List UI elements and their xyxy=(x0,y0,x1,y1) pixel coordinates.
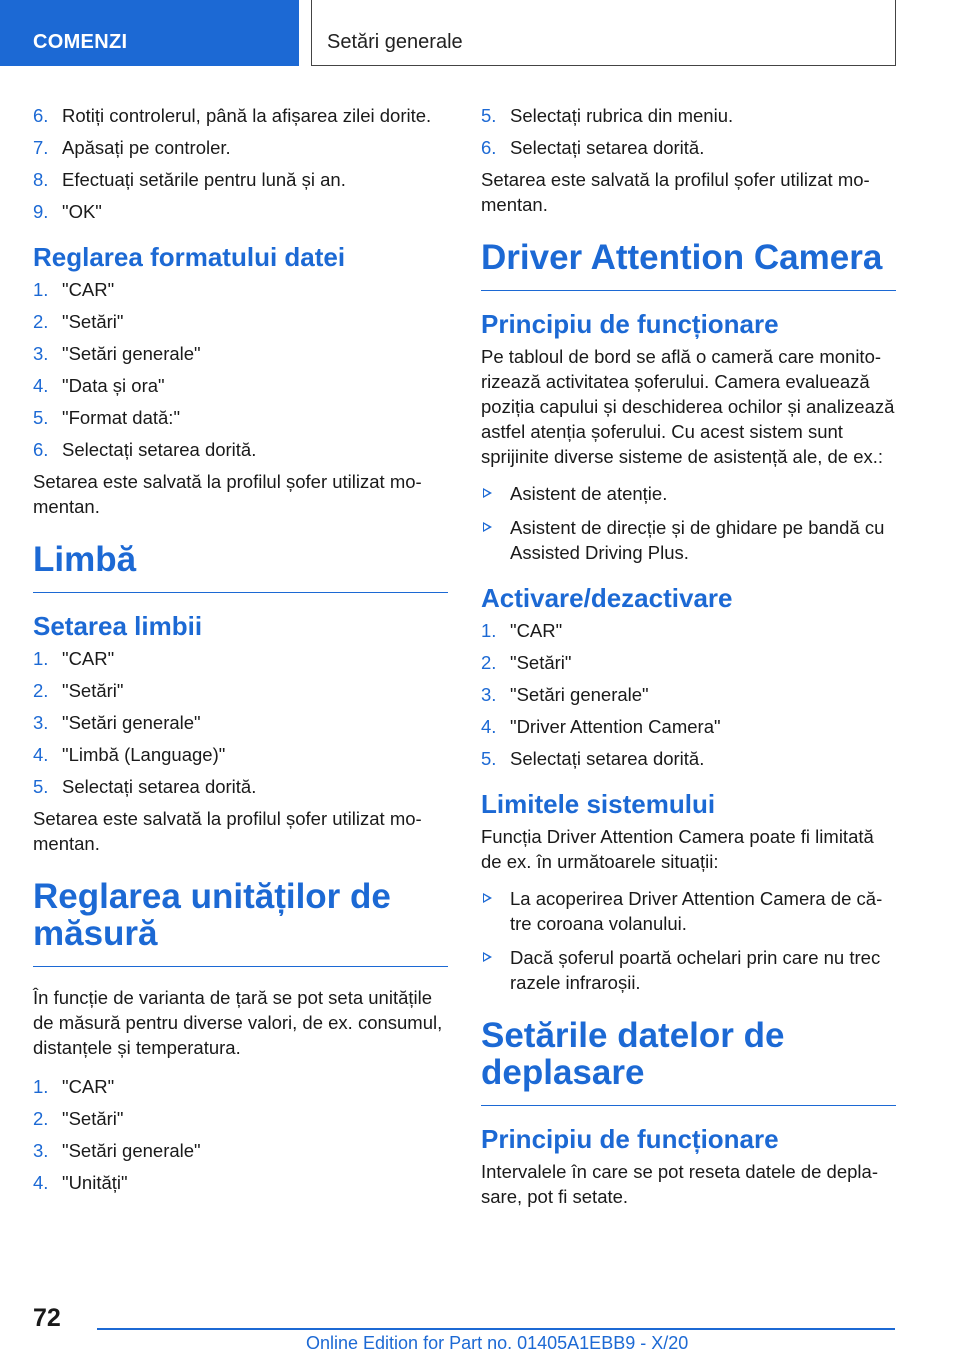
heading-driver-attention-camera: Driver Attention Camera xyxy=(481,239,896,291)
step-number: 4. xyxy=(33,375,49,396)
list-item xyxy=(481,481,896,506)
list-item xyxy=(33,678,448,703)
step-list xyxy=(33,646,448,799)
step-text: Rotiți controlerul, până la afișarea zilei dorite. xyxy=(62,105,432,126)
list-item xyxy=(33,277,448,302)
list-item xyxy=(33,1170,448,1195)
list-item xyxy=(481,618,896,643)
edition-note: Online Edition for Part no. 01405A1EBB9 - X/20 xyxy=(306,1333,689,1353)
step-text: Selectați setarea dorită. xyxy=(62,776,257,797)
list-item xyxy=(33,167,448,192)
trip-text: Intervalele în care se pot reseta datele de deplasare, pot fi setate. xyxy=(481,1161,878,1207)
step-number: 4. xyxy=(481,716,497,737)
step-number: 2. xyxy=(33,680,49,701)
step-number: 6. xyxy=(33,439,49,460)
heading-trip-data: Setările datelor de deplasare xyxy=(481,1017,896,1106)
step-number: 2. xyxy=(33,311,49,332)
footer-rule xyxy=(97,1328,895,1330)
list-item xyxy=(481,103,896,128)
limits-text: Funcția Driver Attention Camera poate fi limitată de ex. în următoarele situații: xyxy=(481,826,874,872)
list-item xyxy=(33,774,448,799)
step-text: "OK" xyxy=(62,201,102,222)
list-item xyxy=(33,1074,448,1099)
heading-set-language: Setarea limbii xyxy=(33,611,203,641)
step-text: "Setări generale" xyxy=(510,684,649,705)
step-text: "Format dată:" xyxy=(62,407,181,428)
step-text: "Limbă (Language)" xyxy=(62,744,226,765)
step-text: "Data și ora" xyxy=(62,375,165,396)
step-text: Selectați setarea dorită. xyxy=(62,439,257,460)
triangle-bullet-icon xyxy=(483,952,492,962)
step-text: "Setări generale" xyxy=(62,712,201,733)
step-number: 6. xyxy=(33,105,49,126)
page-number: 72 xyxy=(33,1304,61,1332)
list-item xyxy=(481,515,896,565)
step-number: 4. xyxy=(33,1172,49,1193)
step-text: "Setări" xyxy=(62,680,124,701)
list-item xyxy=(481,650,896,675)
list-item xyxy=(481,945,896,995)
list-item xyxy=(33,341,448,366)
step-number: 1. xyxy=(481,620,497,641)
list-item xyxy=(33,309,448,334)
heading-activate: Activare/dezactivare xyxy=(481,583,733,613)
step-number: 2. xyxy=(481,652,497,673)
step-number: 3. xyxy=(33,343,49,364)
triangle-bullet-icon xyxy=(483,522,492,532)
step-text: "Unități" xyxy=(62,1172,128,1193)
chapter-title: Setări generale xyxy=(311,0,896,66)
bullet-text: Dacă șoferul poartă ochelari prin care nu trec razele infraroșii. xyxy=(510,947,881,993)
list-item xyxy=(33,1106,448,1131)
units-intro: În funcție de varianta de țară se pot seta unitățile de măsură pentru diverse valori, de ex. consumul, distanțele și temperatura. xyxy=(33,987,443,1058)
list-item xyxy=(33,103,448,128)
step-text: "Setări" xyxy=(510,652,572,673)
step-text: "CAR" xyxy=(62,1076,115,1097)
heading-principle: Principiu de funcționare xyxy=(481,309,779,339)
step-number: 1. xyxy=(33,648,49,669)
step-number: 3. xyxy=(33,1140,49,1161)
bullet-list xyxy=(481,481,896,565)
step-number: 5. xyxy=(481,105,497,126)
step-text: "CAR" xyxy=(62,279,115,300)
step-number: 1. xyxy=(33,279,49,300)
list-item xyxy=(33,405,448,430)
step-list xyxy=(481,618,896,771)
step-number: 3. xyxy=(33,712,49,733)
step-number: 5. xyxy=(33,407,49,428)
list-item xyxy=(33,710,448,735)
list-item xyxy=(33,1138,448,1163)
heading-date-format: Reglarea formatului datei xyxy=(33,242,346,272)
step-list xyxy=(33,103,448,224)
step-number: 7. xyxy=(33,137,49,158)
list-item xyxy=(481,714,896,739)
list-item xyxy=(481,886,896,936)
list-item xyxy=(481,682,896,707)
step-text: "Setări generale" xyxy=(62,343,201,364)
step-number: 9. xyxy=(33,201,49,222)
right-column xyxy=(481,103,896,1215)
list-item xyxy=(33,742,448,767)
list-item xyxy=(33,135,448,160)
step-text: "CAR" xyxy=(510,620,563,641)
step-text: Selectați rubrica din meniu. xyxy=(510,105,734,126)
list-item xyxy=(481,746,896,771)
step-number: 5. xyxy=(33,776,49,797)
step-text: Apăsați pe controler. xyxy=(62,137,231,158)
triangle-bullet-icon xyxy=(483,893,492,903)
list-item xyxy=(33,373,448,398)
bullet-list xyxy=(481,886,896,995)
saved-note: Setarea este salvată la profilul șofer utilizat momentan. xyxy=(33,471,422,517)
triangle-bullet-icon xyxy=(483,488,492,498)
step-number: 3. xyxy=(481,684,497,705)
step-text: "Setări" xyxy=(62,1108,124,1129)
heading-principle-2: Principiu de funcționare xyxy=(481,1124,779,1154)
step-text: "CAR" xyxy=(62,648,115,669)
list-item xyxy=(481,135,896,160)
step-number: 6. xyxy=(481,137,497,158)
step-text: Selectați setarea dorită. xyxy=(510,137,705,158)
step-text: Selectați setarea dorită. xyxy=(510,748,705,769)
list-item xyxy=(33,199,448,224)
page-header xyxy=(0,0,960,66)
step-number: 1. xyxy=(33,1076,49,1097)
saved-note: Setarea este salvată la profilul șofer utilizat momentan. xyxy=(33,808,422,854)
step-number: 4. xyxy=(33,744,49,765)
step-number: 5. xyxy=(481,748,497,769)
bullet-text: Asistent de atenție. xyxy=(510,483,668,504)
saved-note: Setarea este salvată la profilul șofer utilizat momentan. xyxy=(481,169,870,215)
bullet-text: La acoperirea Driver Attention Camera de către coroana volanului. xyxy=(510,888,883,934)
step-text: "Setări" xyxy=(62,311,124,332)
step-text: Efectuați setările pentru lună și an. xyxy=(62,169,346,190)
section-tab: COMENZI xyxy=(0,0,299,66)
step-text: "Driver Attention Camera" xyxy=(510,716,721,737)
principle-text: Pe tabloul de bord se află o cameră care monitorizează activitatea șoferului. Camera evaluează poziția capului și deschiderea ochilor și analizează astfel atenția șoferului. Cu acest sistem sunt sprijinite diverse sisteme de asistență ale, de ex.: xyxy=(481,346,895,467)
step-number: 2. xyxy=(33,1108,49,1129)
step-text: "Setări generale" xyxy=(62,1140,201,1161)
bullet-text: Asistent de direcție și de ghidare pe bandă cu Assisted Driving Plus. xyxy=(510,517,885,563)
list-item xyxy=(33,437,448,462)
step-number: 8. xyxy=(33,169,49,190)
step-list xyxy=(33,277,448,462)
heading-language: Limbă xyxy=(33,541,448,593)
left-column xyxy=(33,103,448,1202)
step-list xyxy=(481,103,896,160)
heading-limits: Limitele sistemului xyxy=(481,789,716,819)
step-list xyxy=(33,1074,448,1195)
heading-units: Reglarea unităților de măsură xyxy=(33,878,448,967)
list-item xyxy=(33,646,448,671)
